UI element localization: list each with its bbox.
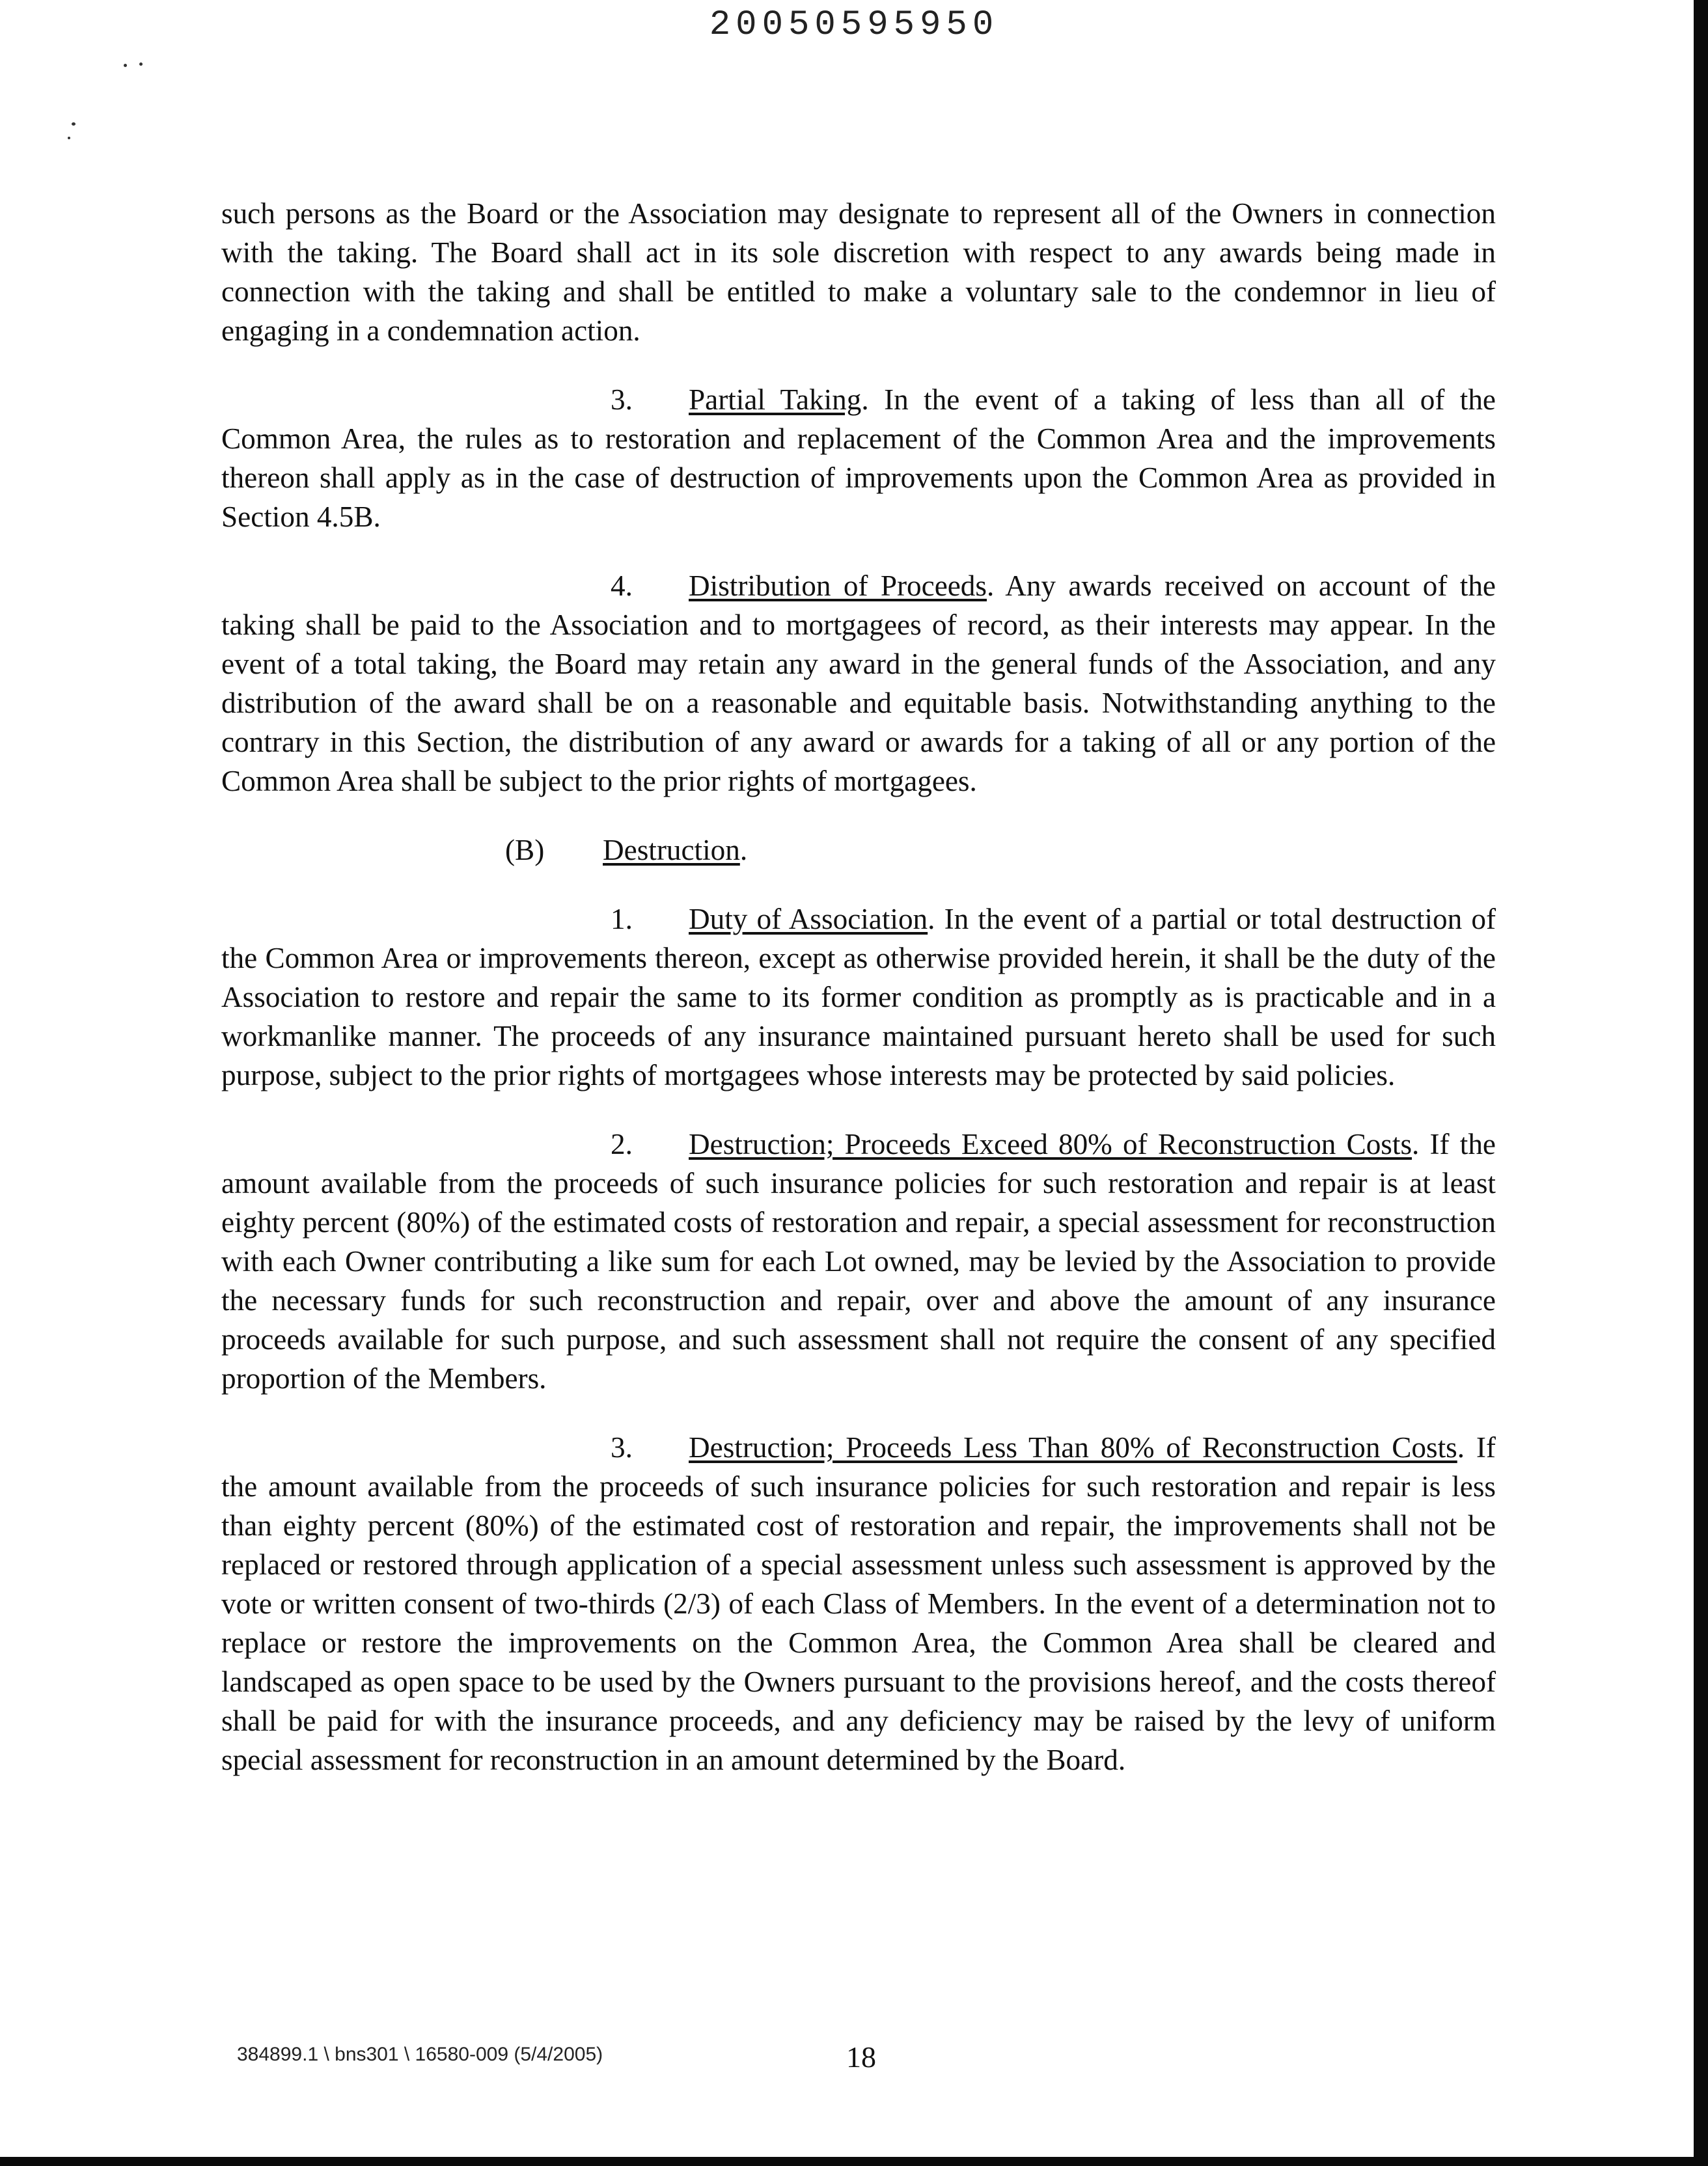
paragraph-duty-of-association bbox=[221, 899, 1496, 1095]
scan-border-bottom bbox=[0, 2157, 1708, 2166]
item-number: 1. bbox=[611, 903, 633, 935]
section-heading-destruction bbox=[221, 830, 1496, 870]
item-number: 3. bbox=[611, 1431, 633, 1464]
item-number: 4. bbox=[611, 569, 633, 602]
item-title: Duty of Association bbox=[689, 903, 928, 935]
item-title: Destruction; Proceeds Less Than 80% of Reconstruction Costs bbox=[689, 1431, 1457, 1464]
paragraph-text: . In the event of a taking of less than all of the Common Area, the rules as to restoration and replacement of the Common Area and the improvements thereon shall apply as in the case of destruction of improvements upon the Common Area as provided in Section 4.5B. bbox=[221, 383, 1496, 533]
paragraph-distribution-of-proceeds bbox=[221, 566, 1496, 801]
scan-border-right bbox=[1694, 0, 1708, 2166]
page-number: 18 bbox=[846, 2040, 876, 2074]
section-title: Destruction bbox=[603, 834, 740, 866]
paragraph-proceeds-less bbox=[221, 1428, 1496, 1779]
paragraph-partial-taking bbox=[221, 380, 1496, 536]
item-number: 2. bbox=[611, 1128, 633, 1160]
paragraph-text: . Any awards received on account of the taking shall be paid to the Association and to mortgagees of record, as their interests may appear. In the event of a total taking, the Board may retain any award in the general funds of the Association, and any distribution of the award shall be on a reasonable and equitable basis. Notwithstanding anything to the contrary in this Section, the distribution of any award or awards for a taking of all or any portion of the Common Area shall be subject to the prior rights of mortgagees. bbox=[221, 569, 1496, 797]
paragraph-text: . In the event of a partial or total destruction of the Common Area or improvements thereon, except as otherwise provided herein, it shall be the duty of the Association to restore and repair the same to its former condition as promptly as is practicable and in a workmanlike manner. The proceeds of any insurance maintained pursuant hereto shall be used for such purpose, subject to the prior rights of mortgagees whose interests may be protected by said policies. bbox=[221, 903, 1496, 1091]
section-title-suffix: . bbox=[739, 834, 748, 866]
paragraph-text: . If the amount available from the proceeds of such insurance policies for such restoration and repair is less than eighty percent (80%) of the estimated cost of restoration and repair, the improvements shall not be replaced or restored through application of a special assessment unless such assessment is approved by the vote or written consent of two-thirds (2/3) of each Class of Members. In the event of a determination not to replace or restore the improvements on the Common Area, the Common Area shall be cleared and landscaped as open space to be used by the Owners pursuant to the provisions hereof, and the costs thereof shall be paid for with the insurance proceeds, and any deficiency may be raised by the levy of uniform special assessment for reconstruction in an amount determined by the Board. bbox=[221, 1431, 1496, 1776]
item-number: 3. bbox=[611, 383, 633, 416]
paragraph-text: such persons as the Board or the Association may designate to represent all of the Owners in connection with the taking. The Board shall act in its sole discretion with respect to any awards being made in connection with the taking and shall be entitled to make a voluntary sale to the condemnor in lieu of engaging in a condemnation action. bbox=[221, 197, 1496, 347]
paragraph-proceeds-exceed bbox=[221, 1125, 1496, 1398]
item-title: Destruction; Proceeds Exceed 80% of Reconstruction Costs bbox=[689, 1128, 1412, 1160]
item-title: Partial Taking bbox=[689, 383, 862, 416]
document-id: 20050595950 bbox=[709, 5, 999, 45]
item-title: Distribution of Proceeds bbox=[689, 569, 987, 602]
footer-file-reference: 384899.1 \ bns301 \ 16580-009 (5/4/2005) bbox=[237, 2044, 603, 2065]
paragraph-continuation bbox=[221, 194, 1496, 350]
document-body bbox=[221, 194, 1496, 1809]
paragraph-text: . If the amount available from the proceeds of such insurance policies for such restoration and repair is at least eighty percent (80%) of the estimated costs of restoration and repair, a special assessment for reconstruction with each Owner contributing a like sum for each Lot owned, may be levied by the Association to provide the necessary funds for such reconstruction and repair, over and above the amount of any insurance proceeds available for such purpose, and such assessment shall not require the consent of any specified proportion of the Members. bbox=[221, 1128, 1496, 1395]
section-label: (B) bbox=[505, 834, 545, 866]
